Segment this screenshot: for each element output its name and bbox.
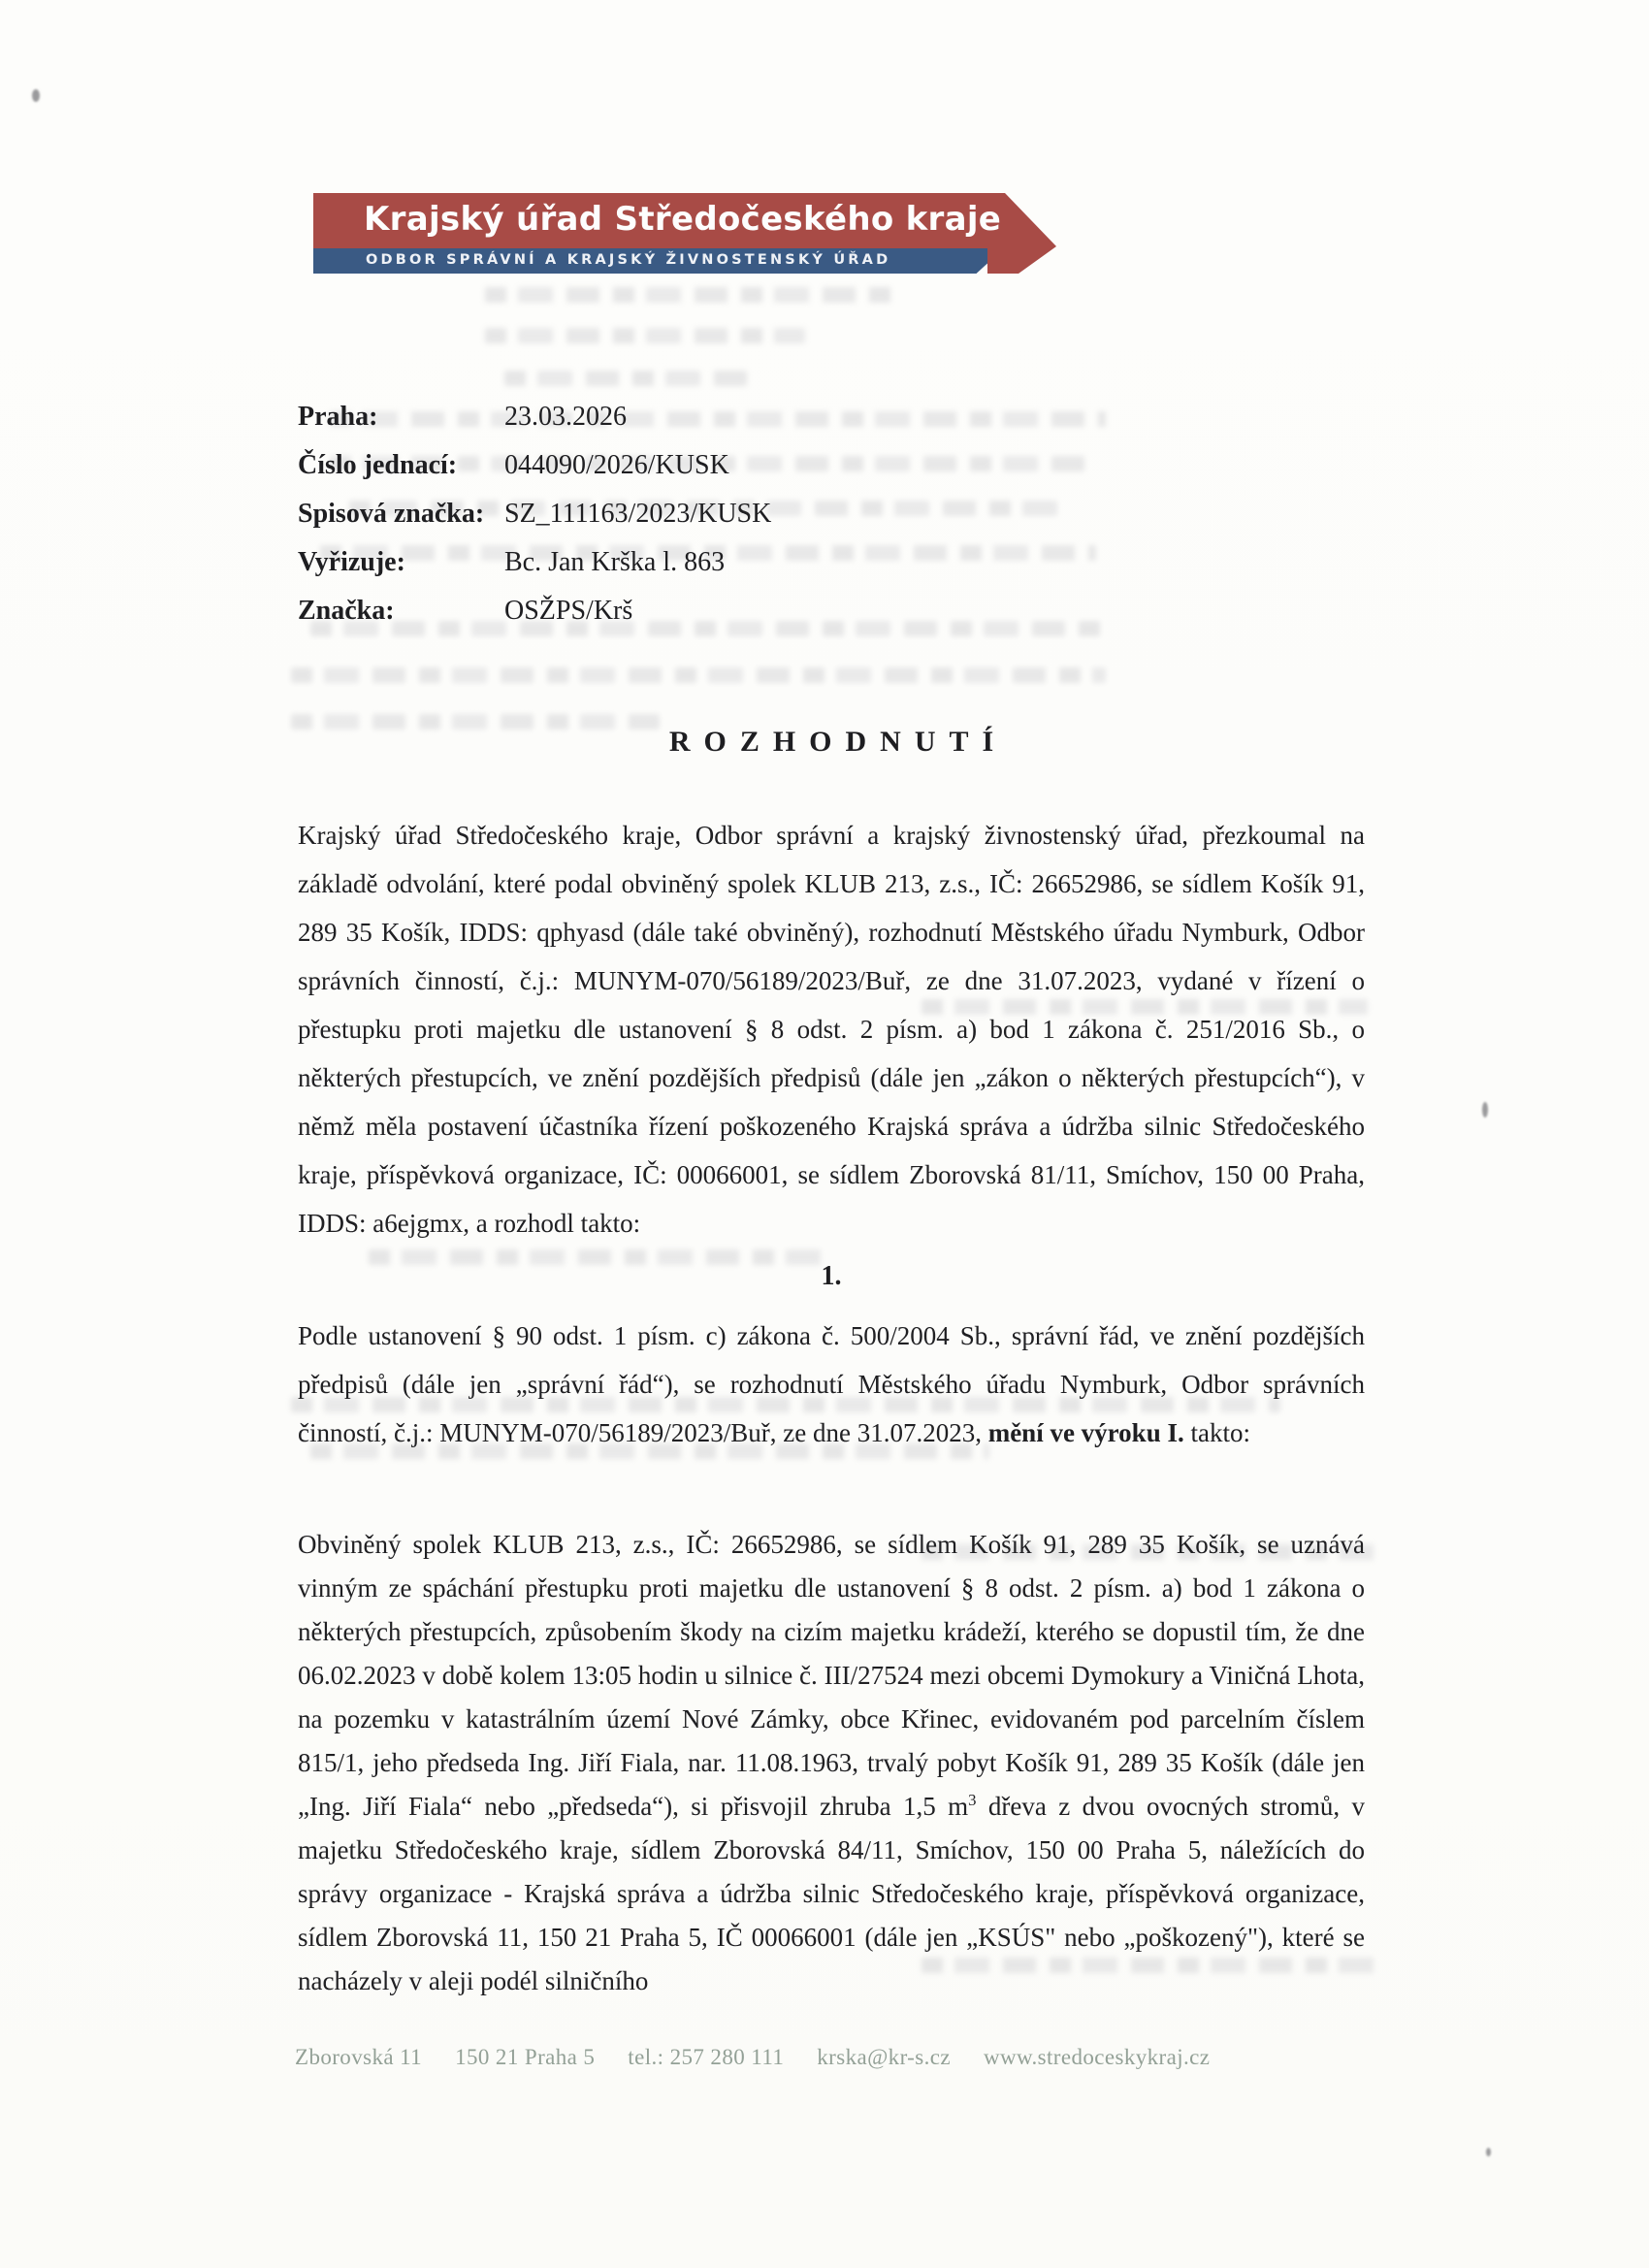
- meta-label: Praha:: [298, 402, 378, 432]
- footer-address: Zborovská 11: [295, 2045, 423, 2069]
- meta-label: Vyřizuje:: [298, 547, 405, 577]
- meta-row-handled-by: [298, 538, 771, 587]
- reference-metadata: [298, 393, 771, 635]
- footer-zip-city: 150 21 Praha 5: [455, 2045, 596, 2069]
- page-footer: [295, 2045, 1459, 2070]
- cubic-meter-superscript: 3: [968, 1791, 977, 1809]
- footer-website: www.stredoceskykraj.cz: [983, 2045, 1211, 2069]
- meta-value: 044090/2026/KUSK: [504, 450, 729, 480]
- verdict-text: Obviněný spolek KLUB 213, z.s., IČ: 26652986, se sídlem Košík 91, 289 35 Košík, se uznává vinným ze spáchání přestupku proti majetku dle ustanovení § 8 odst. 2 písm. a) bod 1 zákona o některých přestupcích, způsobením škody na cizím majetku krádeží, kterého se dopustil tím, že dne 06.02.2023 v době kolem 13:05 hodin u silnice č. III/27524 mezi obcemi Dymokury a Viničná Lhota, na pozemku v katastrálním území Nové Zámky, obce Křinec, evidovaném pod parcelním číslem 815/1, jeho předseda Ing. Jiří Fiala, nar. 11.08.1963, trvalý pobyt Košík 91, 289 35 Košík (dále jen „Ing. Jiří Fiala“ nebo „předseda“), si přisvojil zhruba 1,5 m: [298, 1530, 1365, 1821]
- paragraph-ruling: [298, 1312, 1365, 1457]
- paragraph-preamble: Krajský úřad Středočeského kraje, Odbor správní a krajský živnostenský úřad, přezkoumal na základě odvolání, které podal obviněný spolek KLUB 213, z.s., IČ: 26652986, se sídlem Košík 91, 289 35 Košík, IDDS: qphyasd (dále také obviněný), rozhodnutí Městského úřadu Nymburk, Odbor správních činností, č.j.: MUNYM-070/56189/2023/Buř, ze dne 31.07.2023, vydané v řízení o přestupku proti majetku dle ustanovení § 8 odst. 2 písm. a) bod 1 zákona č. 251/2016 Sb., o některých přestupcích, ve znění pozdějších předpisů (dále jen „zákon o některých přestupcích“), v němž měla postavení účastníka řízení poškozeného Krajská správa a údržba silnic Středočeského kraje, příspěvková organizace, IČ: 00066001, se sídlem Zborovská 81/11, Smíchov, 150 00 Praha, IDDS: a6ejgmx, a rozhodl takto:: [298, 821, 1365, 1238]
- office-logo-banner: [313, 193, 1056, 274]
- bleedthrough-artifact: [485, 328, 805, 343]
- bleedthrough-artifact: [291, 667, 1106, 683]
- meta-value: Bc. Jan Krška l. 863: [504, 547, 726, 577]
- meta-row-docket-number: [298, 490, 771, 538]
- footer-phone: tel.: 257 280 111: [628, 2045, 785, 2069]
- meta-value: OSŽPS/Krš: [504, 596, 633, 626]
- office-department: ODBOR SPRÁVNÍ A KRAJSKÝ ŽIVNOSTENSKÝ ÚŘAD: [366, 252, 891, 268]
- bleedthrough-artifact: [485, 287, 892, 303]
- section-number-1: 1.: [821, 1261, 842, 1291]
- footer-email: krska@kr-s.cz: [817, 2045, 951, 2069]
- verdict-text-tail: dřeva z dvou ovocných stromů, v majetku Středočeského kraje, sídlem Zborovská 84/11, Smíchov, 150 00 Praha 5, náležících do správy organizace - Krajská správa a údržba silnic Středočeského kraje, příspěvková organizace, sídlem Zborovská 11, 150 21 Praha 5, IČ 00066001 (dále jen „KSÚS" nebo „poškozený"), které se nacházely v aleji podél silničního: [298, 1792, 1365, 1995]
- meta-row-file-number: [298, 441, 771, 490]
- scan-speck: [1482, 1102, 1488, 1118]
- meta-label: Značka:: [298, 596, 395, 626]
- office-name: Krajský úřad Středočeského kraje: [364, 200, 1002, 239]
- meta-row-place-date: [298, 393, 771, 441]
- bleedthrough-artifact: [504, 371, 747, 386]
- meta-label: Číslo jednací:: [298, 450, 458, 480]
- ruling-bold-text: mění ve výroku I.: [987, 1418, 1184, 1447]
- meta-row-mark: [298, 587, 771, 635]
- ruling-text-tail: takto:: [1183, 1418, 1250, 1447]
- document-title: ROZHODNUTÍ: [668, 726, 1008, 758]
- meta-value: 23.03.2026: [504, 402, 627, 432]
- meta-value: SZ_111163/2023/KUSK: [504, 499, 772, 529]
- paragraph-verdict: [298, 1523, 1365, 2003]
- scan-speck: [32, 89, 40, 102]
- ruling-text: Podle ustanovení § 90 odst. 1 písm. c) zákona č. 500/2004 Sb., správní řád, ve znění pozdějších předpisů (dále jen „správní řád“), se rozhodnutí Městského úřadu Nymburk, Odbor správních činností, č.j.: MUNYM-070/56189/2023/Buř, ze dne 31.07.2023,: [298, 1321, 1365, 1447]
- scan-speck: [1486, 2148, 1491, 2156]
- meta-label: Spisová značka:: [298, 499, 485, 529]
